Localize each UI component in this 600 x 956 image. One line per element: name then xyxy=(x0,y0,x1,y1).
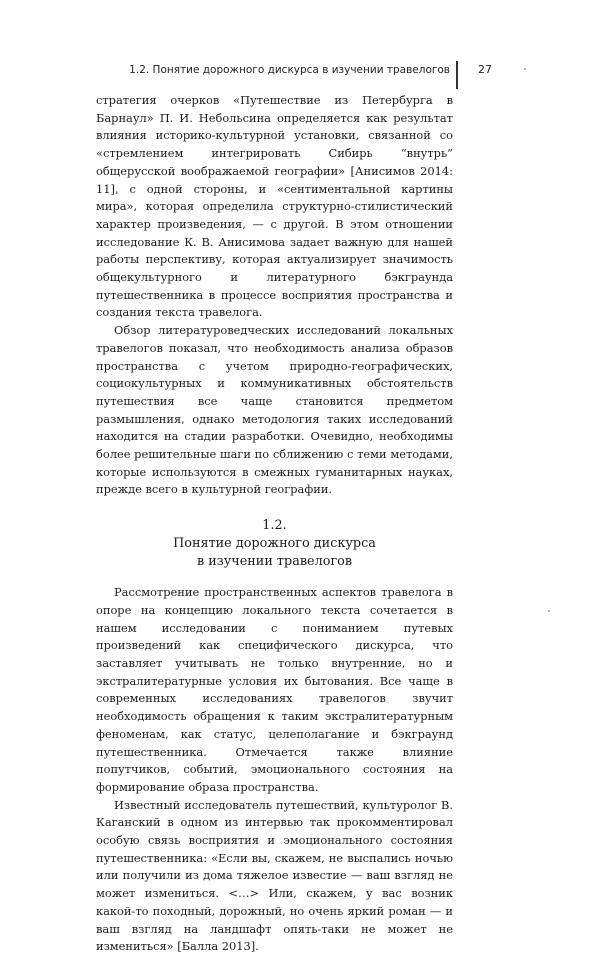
paragraph: Известный исследователь путешествий, культуролог В. Каганский в одном из интервью так прокомментировал особую связь восприятия и эмоционального состояния путешественника: «Если вы, скажем, не выспались ночью или получили из дома тяжелое известие — ваш взгляд не может измениться. <…> Или, скажем, у вас возник какой-то походный, дорожный, но очень яркий роман — и ваш взгляд на ландшафт опять-таки не может не измениться» [Балла 2013]. xyxy=(96,797,453,954)
scan-speck xyxy=(524,68,526,70)
section-number: 1.2. xyxy=(262,518,287,534)
scan-speck xyxy=(548,610,550,612)
paragraph: Рассмотрение пространственных аспектов травелога в опоре на концепцию локального текста сочетается в нашем исследовании с пониманием путевых произведений как специфического дискурса, что заставляет учитывать не только внутренние, но и экстралитературные условия их бытования. Все чаще в современных исследованиях травелогов звучит необходимость обращения к таким экстралитературным феноменам, как статус, целеполагание и бэкграунд путешественника. Отмечается также влияние попутчиков, событий, эмоционального состояния на формирование образа пространства. xyxy=(96,585,453,794)
paragraph-continued: стратегия очерков «Путешествие из Петербурга в Барнаул» П. И. Небольсина определяется как результат влияния историко-культурной установки, связанной со «стремлением интегрировать Сибирь “внутрь” общерусской воображаемой географии» [Анисимов 2014: 11], с одной стороны, и «сентиментальной картины мира», которая определила структурно-стилистический характер произведения, — с другой. В этом отношении исследование К. В. Анисимова задает важную для нашей работы перспективу, которая актуализирует значимость общекультурного и литературного бэкграунда путешественника в процессе восприятия пространства и создания текста травелога. xyxy=(96,93,453,320)
running-header xyxy=(0,61,600,81)
section-title-line-2: в изучении травелогов xyxy=(196,554,353,570)
running-title: 1.2. Понятие дорожного дискурса в изучении травелогов xyxy=(129,64,450,76)
section-heading xyxy=(96,517,453,571)
header-divider xyxy=(456,61,458,89)
section-title-line-1: Понятие дорожного дискурса xyxy=(173,536,376,552)
page-number: 27 xyxy=(478,63,492,76)
paragraph: Обзор литературоведческих исследований локальных травелогов показал, что необходимость анализа образов пространства с учетом природно-географических, социокультурных и коммуникативных обстоятельств путешествия все чаще становится предметом размышления, однако методология таких исследований находится на стадии разработки. Очевидно, необходимы более решительные шаги по сближению с теми методами, которые используются в смежных гуманитарных науках, прежде всего в культурной географии. xyxy=(96,323,453,497)
page-body xyxy=(96,92,453,956)
